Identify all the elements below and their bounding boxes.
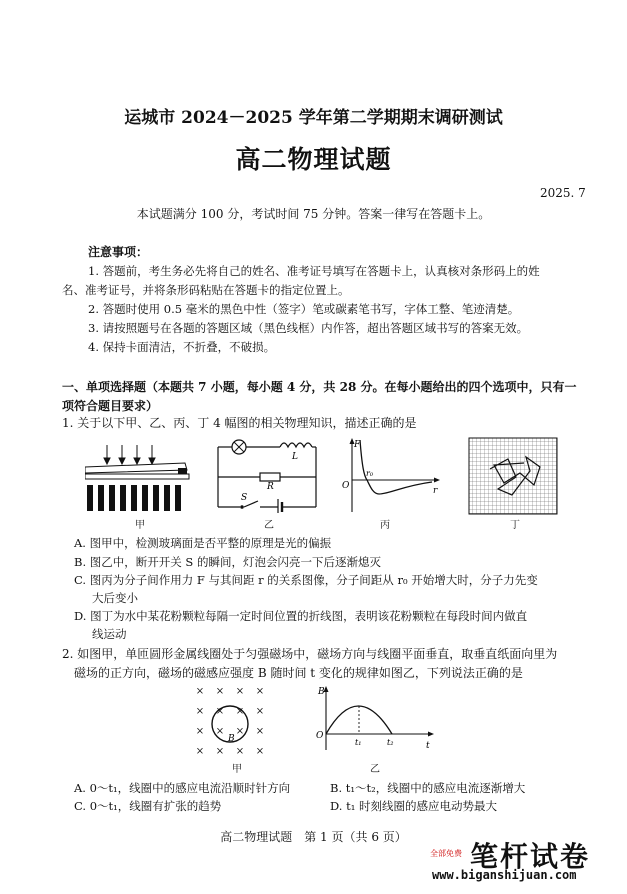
watermark-tag: 全部免费 <box>430 849 462 858</box>
q2-figure-yi <box>312 682 438 756</box>
notes-item: 2. 答题时使用 0.5 毫米的黑色中性（签字）笔或碳素笔书写，字体工整、笔迹清楚。 <box>88 302 520 316</box>
exam-subject-title: 高二物理试题 <box>235 145 392 174</box>
notes-item: 4. 保持卡面清洁，不折叠，不破损。 <box>88 340 276 354</box>
section-heading <box>62 378 582 416</box>
watermark-logo-text: 笔杆试卷 <box>470 840 591 873</box>
label-t1: t₁ <box>355 738 362 747</box>
q1-caption-jia: 甲 <box>135 520 145 531</box>
q2-option-b: B. t₁～t₂，线圈中的感应电流逐渐增大 <box>330 781 526 795</box>
q1-figure-ding <box>468 437 558 515</box>
label-S: S <box>241 493 248 503</box>
q1-option-d-cont: 线运动 <box>92 627 127 641</box>
svg-text:×: × <box>235 726 245 737</box>
notes-heading: 注意事项： <box>88 245 149 259</box>
force-curve <box>360 440 432 494</box>
label-L: L <box>292 452 298 462</box>
q2-figure-jia <box>190 684 270 758</box>
svg-text:×: × <box>195 706 205 717</box>
exam-header-title: 运城市 2024－2025 学年第二学期期末调研测试 <box>124 108 503 128</box>
svg-text:×: × <box>255 726 265 737</box>
q1-option-c-cont: 大后变小 <box>92 591 138 605</box>
svg-text:×: × <box>215 706 225 717</box>
svg-text:×: × <box>235 706 245 717</box>
q1-option-b: B. 图乙中，断开开关 S 的瞬间，灯泡会闪亮一下后逐渐熄灭 <box>74 555 381 569</box>
label-t: t <box>426 741 430 751</box>
watermark-url[interactable]: www.biganshijuan.com <box>432 868 577 882</box>
lamp-icon <box>232 440 246 454</box>
q2-caption-yi: 乙 <box>370 764 380 775</box>
top-glass-plate <box>85 463 187 473</box>
section-heading-line: 项符合题目要求） <box>62 399 159 413</box>
notes-item: 1. 答题前，考生务必先将自己的姓名、准考证号填写在答题卡上，认真核对条形码上的姓 <box>88 264 540 278</box>
q1-option-a: A. 图甲中，检测玻璃面是否平整的原理是光的偏振 <box>74 536 332 550</box>
grid-background <box>469 438 557 514</box>
q1-figure-yi <box>212 435 324 513</box>
inductor-coil <box>280 443 312 447</box>
notes-item: 3. 请按照题号在各题的答题区域（黑色线框）内作答，超出答题区域书写的答案无效。 <box>88 321 529 335</box>
svg-text:×: × <box>215 686 225 697</box>
svg-text:×: × <box>255 706 265 717</box>
label-O: O <box>316 731 324 741</box>
svg-text:×: × <box>255 746 265 757</box>
q1-caption-yi: 乙 <box>264 520 274 531</box>
notes-item: 名、准考证号，并将条形码粘贴在答题卡的指定位置上。 <box>62 283 350 297</box>
q2-caption-jia: 甲 <box>232 764 242 775</box>
label-r0: r₀ <box>366 469 374 478</box>
q1-stem: 1. 关于以下甲、乙、丙、丁 4 幅图的相关物理知识，描述正确的是 <box>62 416 417 430</box>
svg-text:×: × <box>215 746 225 757</box>
battery-icon <box>278 499 282 513</box>
svg-text:×: × <box>195 726 205 737</box>
label-r: r <box>433 486 438 496</box>
label-B: B <box>318 687 325 697</box>
q2-option-a: A. 0～t₁，线圈中的感应电流沿顺时针方向 <box>74 781 291 795</box>
exam-intro: 本试题满分 100 分，考试时间 75 分钟。答案一律写在答题卡上。 <box>136 207 491 221</box>
svg-text:×: × <box>195 746 205 757</box>
q1-figure-jia <box>85 443 195 511</box>
q2-option-d: D. t₁ 时刻线圈的感应电动势最大 <box>330 799 498 813</box>
q1-option-c: C. 图丙为分子间作用力 F 与其间距 r 的关系图像，分子间距从 r₀ 开始增大时，分子力先变 <box>74 573 538 587</box>
q1-figure-bing <box>340 436 444 516</box>
exam-date: 2025. 7 <box>540 186 586 200</box>
label-O: O <box>342 481 350 491</box>
incident-light-arrows <box>104 445 155 464</box>
interference-fringes <box>87 485 181 511</box>
page-footer: 高二物理试题 第 1 页（共 6 页） <box>220 830 407 844</box>
magnetic-field-crosses <box>196 686 264 757</box>
wedge-spacer <box>178 468 187 474</box>
svg-text:×: × <box>255 686 265 697</box>
section-heading-line: 一、单项选择题（本题共 7 小题，每小题 4 分，共 28 分。在每小题给出的四个选项中，只有一 <box>62 380 577 394</box>
label-t2: t₂ <box>387 738 394 747</box>
q1-caption-bing: 丙 <box>380 520 390 531</box>
q2-stem: 2. 如图甲，单匝圆形金属线圈处于匀强磁场中，磁场方向与线圈平面垂直，取垂直纸面向里为 <box>62 647 558 661</box>
label-R: R <box>267 482 274 492</box>
q1-caption-ding: 丁 <box>510 520 520 531</box>
switch-contact <box>240 505 244 509</box>
label-F: F <box>354 440 361 450</box>
svg-text:×: × <box>235 746 245 757</box>
bottom-glass-plate <box>85 474 189 479</box>
label-B-coil: B <box>228 734 235 744</box>
svg-text:×: × <box>235 686 245 697</box>
svg-text:×: × <box>195 686 205 697</box>
q2-option-c: C. 0～t₁，线圈有扩张的趋势 <box>74 799 222 813</box>
q2-stem-cont: 磁场的正方向，磁场的磁感应强度 B 随时间 t 变化的规律如图乙，下列说法正确的是 <box>74 666 523 680</box>
resistor <box>260 473 280 481</box>
q1-option-d: D. 图丁为水中某花粉颗粒每隔一定时间位置的折线图，表明该花粉颗粒在每段时间内做直 <box>74 609 528 623</box>
svg-text:×: × <box>215 726 225 737</box>
